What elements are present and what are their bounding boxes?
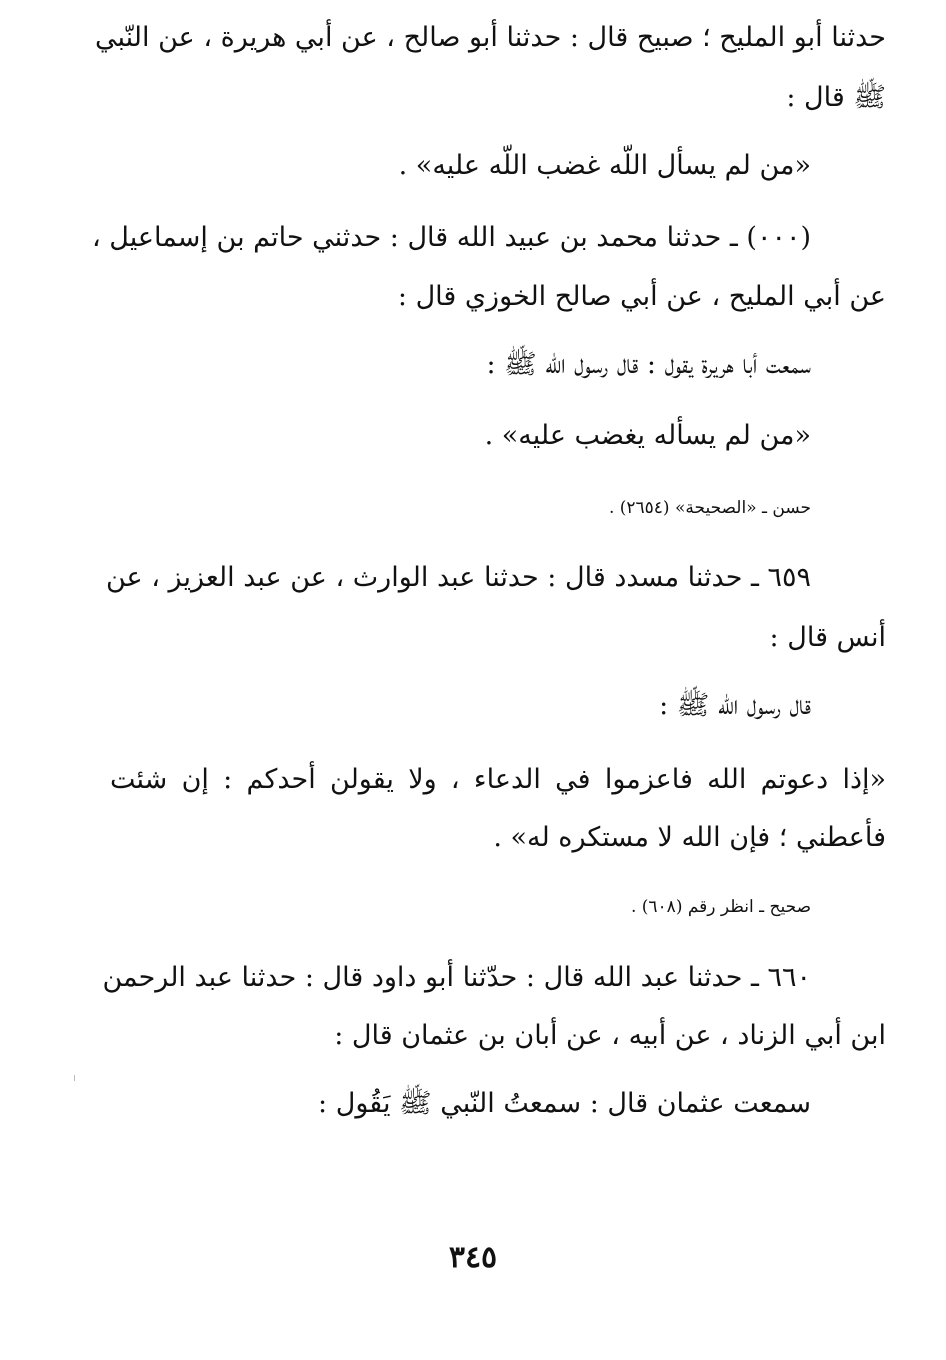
hadith-quote-3-line-1: «إذا دعوتم الله فاعزموا في الدعاء ، ولا يقولن أحدكم : إن شئت (110, 764, 886, 795)
hadith-659-line-2: أنس قال : (769, 622, 886, 653)
hadith-quote-2: «من لم يسأله يغضب عليه» . (484, 420, 811, 451)
grading-note-1: حسن ـ «الصحيحة» (٢٦٥٤) . (608, 498, 811, 518)
hadith-000-line-1: (٠٠٠) ـ حدثنا محمد بن عبيد الله قال : حدثني حاتم بن إسماعيل ، (91, 222, 811, 253)
hadith-000-line-2: عن أبي المليح ، عن أبي صالح الخوزي قال : (397, 281, 886, 312)
page-number: ٣٤٥ (448, 1240, 498, 1275)
hadith-659-line-1: ٦٥٩ ـ حدثنا مسدد قال : حدثنا عبد الوارث ، عن عبد العزيز ، عن (106, 562, 811, 593)
text-line-2: ﷺ قال : (786, 82, 886, 113)
text-line-1: حدثنا أبو المليح ؛ صبيح قال : حدثنا أبو صالح ، عن أبي هريرة ، عن النّبي (95, 22, 886, 53)
hadith-quote-1: «من لم يسأل اللّه غضب اللّه عليه» . (398, 150, 811, 181)
grading-note-2: صحيح ـ انظر رقم (٦٠٨) . (630, 897, 811, 917)
hadith-000-narration: سمعت أبا هريرة يقول : قال رسول الله ﷺ : (486, 349, 811, 380)
hadith-quote-3-line-2: فأعطني ؛ فإن الله لا مستكره له» . (493, 822, 886, 853)
hadith-660-line-2: ابن أبي الزناد ، عن أبيه ، عن أبان بن عثمان قال : (334, 1020, 886, 1051)
hadith-660-line-1: ٦٦٠ ـ حدثنا عبد الله قال : حدّثنا أبو داود قال : حدثنا عبد الرحمن (102, 962, 811, 993)
hadith-660-narration: سمعت عثمان قال : سمعتُ النّبي ﷺ يَقُول : (318, 1088, 811, 1119)
margin-mark (74, 1075, 75, 1081)
hadith-659-narration: قال رسول الله ﷺ : (659, 690, 811, 721)
